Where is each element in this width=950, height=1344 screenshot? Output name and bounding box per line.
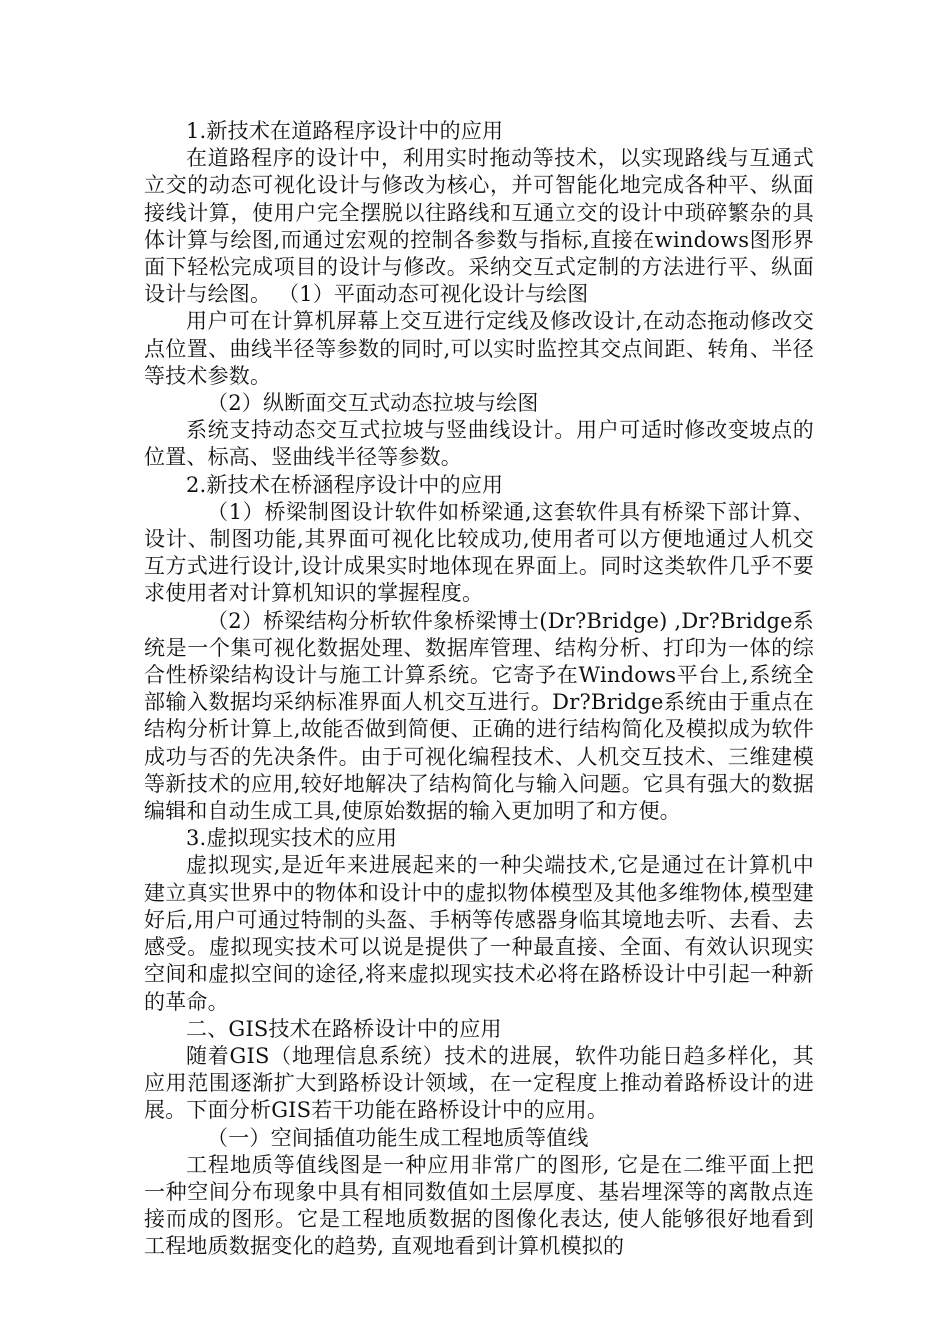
section-heading-bridge-program: 2.新技术在桥涵程序设计中的应用: [186, 472, 504, 497]
body-paragraph: 用户可在计算机屏幕上交互进行定线及修改设计,在动态拖动修改交点位置、曲线半径等参数的同时,可以实时监控其交点间距、转角、半径等技术参数。: [144, 309, 814, 388]
section-heading-road-program: 1.新技术在道路程序设计中的应用: [186, 119, 504, 143]
body-paragraph: 系统支持动态交互式拉坡与竖曲线设计。用户可适时修改变坡点的位置、标高、竖曲线半径等参数。: [144, 418, 814, 470]
subsection-heading: （一）空间插值功能生成工程地质等值线: [207, 1125, 589, 1150]
document-page: [144, 118, 814, 1261]
body-paragraph: 随着GIS（地理信息系统）技术的进展，软件功能日趋多样化，其应用范围逐渐扩大到路桥设计领域，在一定程度上推动着路桥设计的进展。下面分析GIS若干功能在路桥设计中的应用。: [144, 1043, 814, 1123]
body-paragraph: 在道路程序的设计中，利用实时拖动等技术，以实现路线与互通式立交的动态可视化设计与修改为核心，并可智能化地完成各种平、纵面接线计算，使用户完全摆脱以往路线和互通立交的设计中琐碎繁杂的具体计算与绘图,而通过宏观的控制各参数与指标,直接在windows图形界面下轻松完成项目的设计与修改。采纳交互式定制的方法进行平、纵面设计与绘图。 （1）平面动态可视化设计与绘图: [144, 146, 814, 307]
body-paragraph: （2）桥梁结构分析软件象桥梁博士(Dr?Bridge) ,Dr?Bridge系统是一个集可视化数据处理、数据库管理、结构分析、打印为一体的综合性桥梁结构设计与施工计算系统。它寄予在Windows平台上,系统全部输入数据均采纳标准界面人机交互进行。Dr?Bridge系统由于重点在结构分析计算上,故能否做到简便、正确的进行结构简化及模拟成为软件成功与否的先决条件。由于可视化编程技术、人机交互技术、三维建模等新技术的应用,较好地解决了结构简化与输入问题。它具有强大的数据编辑和自动生成工具,使原始数据的输入更加明了和方便。: [144, 608, 814, 824]
body-paragraph: 虚拟现实,是近年来进展起来的一种尖端技术,它是通过在计算机中建立真实世界中的物体和设计中的虚拟物体模型及其他多维物体,模型建好后,用户可通过特制的头盔、手柄等传感器身临其境地去听、去看、去感受。虚拟现实技术可以说是提供了一种最直接、全面、有效认识现实空间和虚拟空间的途径,将来虚拟现实技术必将在路桥设计中引起一种新的革命。: [144, 853, 814, 1014]
subsection-heading: （2）纵断面交互式动态拉坡与绘图: [207, 391, 539, 416]
body-paragraph: 工程地质等值线图是一种应用非常广的图形, 它是在二维平面上把一种空间分布现象中具有相同数值如土层厚度、基岩埋深等的离散点连接而成的图形。它是工程地质数据的图像化表达, 使人能够很好地看到工程地质数据变化的趋势, 直观地看到计算机模拟的: [144, 1152, 814, 1259]
body-paragraph: （1）桥梁制图设计软件如桥梁通,这套软件具有桥梁下部计算、设计、制图功能,其界面可视化比较成功,使用者可以方便地通过人机交互方式进行设计,设计成果实时地体现在界面上。同时这类软件几乎不要求使用者对计算机知识的掌握程度。: [144, 499, 814, 606]
section-heading-virtual-reality: 3.虚拟现实技术的应用: [186, 826, 398, 851]
section-heading-gis: 二、GIS技术在路桥设计中的应用: [186, 1016, 502, 1041]
